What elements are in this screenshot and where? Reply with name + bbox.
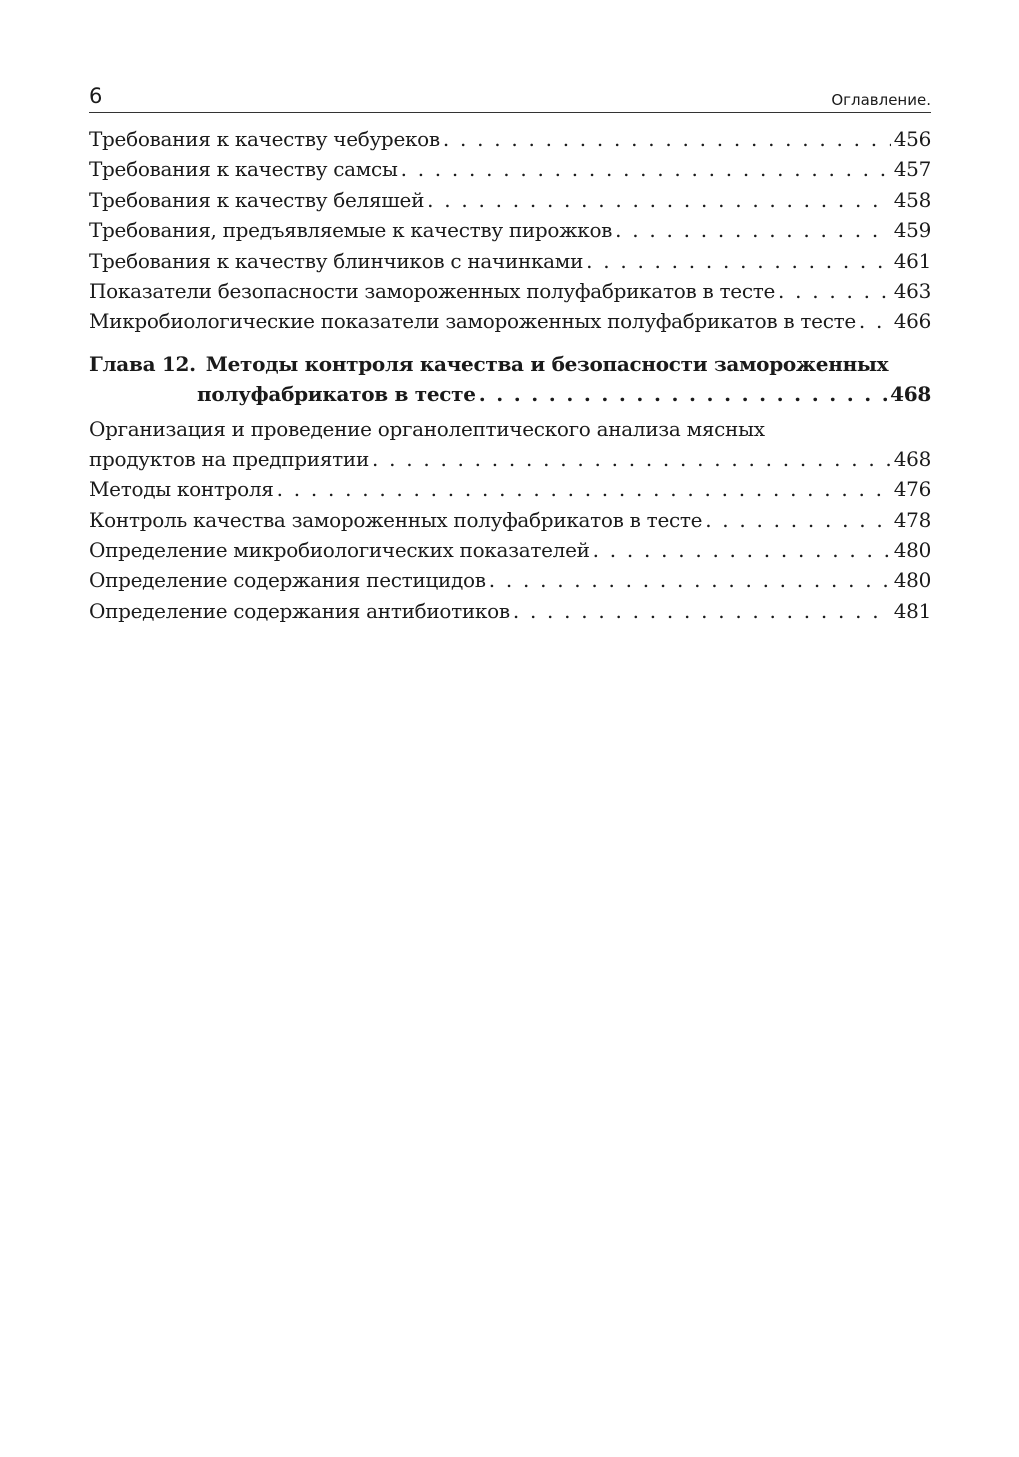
toc-entry-title: Методы контроля <box>89 477 274 502</box>
dot-leader <box>372 444 891 474</box>
toc-entry-title: Требования к качеству блинчиков с начинками <box>89 248 584 273</box>
toc-entry-page: 478 <box>893 507 931 532</box>
toc-entry-page: 461 <box>893 248 931 273</box>
toc-entry-title: Требования к качеству беляшей <box>89 187 425 212</box>
toc-entry[interactable] <box>89 154 931 184</box>
toc-entry[interactable] <box>89 535 931 565</box>
toc-entry-last-line <box>89 444 931 474</box>
running-title: Оглавление. <box>831 91 931 109</box>
toc-entry[interactable] <box>89 596 931 626</box>
toc-entry-page: 457 <box>893 157 931 182</box>
toc-entry-page: 476 <box>893 477 931 502</box>
toc-entry-page: 456 <box>893 127 931 151</box>
toc-entry[interactable] <box>89 474 931 504</box>
toc-entry-title: Определение микробиологических показателей <box>89 538 590 563</box>
toc-entry[interactable] <box>89 124 931 154</box>
toc-entry-page: 480 <box>893 568 931 593</box>
dot-leader <box>778 276 891 306</box>
table-of-contents <box>89 124 931 626</box>
toc-entry-page: 458 <box>893 187 931 212</box>
toc-entry[interactable] <box>89 215 931 245</box>
toc-entry[interactable] <box>89 306 931 336</box>
toc-entry-page: 459 <box>893 218 931 243</box>
dot-leader <box>277 474 891 504</box>
toc-entry-page: 463 <box>893 278 931 303</box>
toc-entry-title: Определение содержания пестицидов <box>89 568 486 593</box>
dot-leader <box>401 154 891 184</box>
toc-entry-title-line2: продуктов на предприятии <box>89 446 369 471</box>
dot-leader <box>593 535 891 565</box>
toc-entry-page: 480 <box>893 538 931 563</box>
toc-entry-title: Микробиологические показатели замороженных полуфабрикатов в тесте <box>89 309 856 334</box>
chapter-page: 468 <box>890 382 931 407</box>
toc-entry-page: 466 <box>893 309 931 334</box>
dot-leader <box>705 505 891 535</box>
page-number: 6 <box>89 84 103 108</box>
chapter-title-first-line <box>89 349 931 379</box>
dot-leader <box>513 596 891 626</box>
toc-entry-title: Определение содержания антибиотиков <box>89 598 510 623</box>
toc-entry-title: Показатели безопасности замороженных полуфабрикатов в тесте <box>89 278 776 303</box>
toc-entry-multiline[interactable] <box>89 414 931 475</box>
toc-entry-title-line1: Организация и проведение органолептического анализа мясных <box>89 416 765 441</box>
dot-leader <box>586 246 891 276</box>
toc-entry-title: Требования, предъявляемые к качеству пирожков <box>89 218 613 243</box>
toc-entry[interactable] <box>89 246 931 276</box>
chapter-title-last-line <box>89 379 931 409</box>
dot-leader <box>479 379 887 409</box>
toc-entry-title: Контроль качества замороженных полуфабрикатов в тесте <box>89 507 703 532</box>
chapter-title-line1: Методы контроля качества и безопасности замороженных <box>205 351 889 376</box>
toc-chapter-heading[interactable] <box>89 349 931 410</box>
dot-leader <box>615 215 891 245</box>
dot-leader <box>427 185 891 215</box>
toc-entry[interactable] <box>89 276 931 306</box>
page-header <box>89 84 931 113</box>
toc-entry-title: Требования к качеству самсы <box>89 157 398 182</box>
toc-entry[interactable] <box>89 505 931 535</box>
toc-entry[interactable] <box>89 185 931 215</box>
dot-leader <box>489 565 891 595</box>
toc-entry[interactable] <box>89 565 931 595</box>
dot-leader <box>859 306 891 336</box>
dot-leader <box>443 124 891 154</box>
chapter-title-line2: полуфабрикатов в тесте <box>197 382 476 407</box>
toc-entry-page: 468 <box>893 446 931 471</box>
toc-entry-title: Требования к качеству чебуреков <box>89 127 440 151</box>
chapter-label: Глава 12. <box>89 351 196 376</box>
document-page <box>89 84 931 626</box>
toc-entry-page: 481 <box>893 598 931 623</box>
